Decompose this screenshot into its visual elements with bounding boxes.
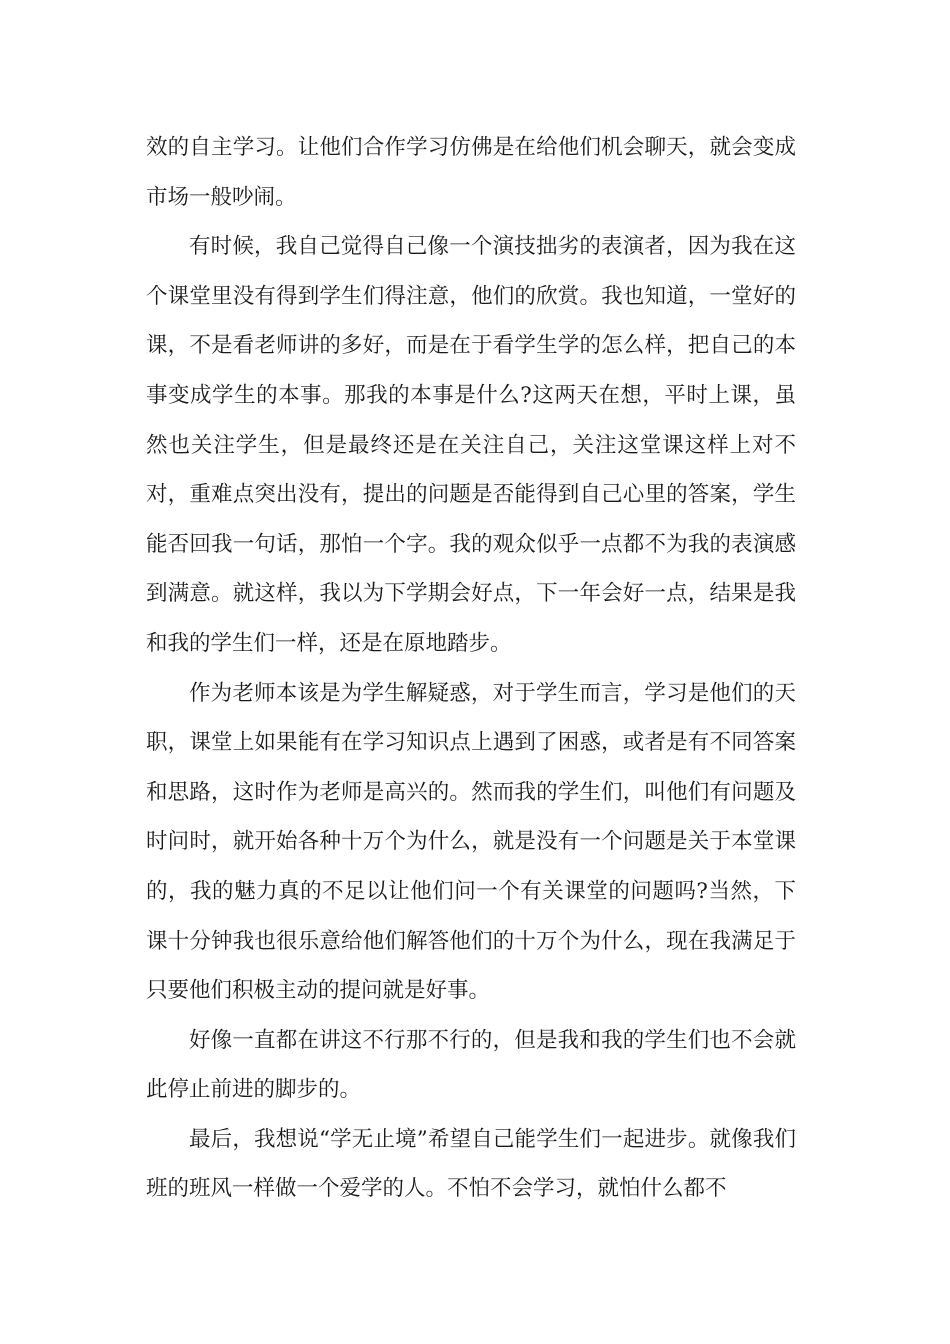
paragraph: 最后，我想说“学无止境”希望自己能学生们一起进步。就像我们班的班风一样做一个爱学的人。不怕不会学习，就怕什么都不 (146, 1126, 796, 1202)
paragraph: 好像一直都在讲这不行那不行的，但是我和我的学生们也不会就此停止前进的脚步的。 (146, 1027, 796, 1103)
paragraph: 作为老师本该是为学生解疑惑，对于学生而言，学习是他们的天职，课堂上如果能有在学习知识点上遇到了困惑，或者是有不同答案和思路，这时作为老师是高兴的。然而我的学生们，叫他们有问题及时问时，就开始各种十万个为什么，就是没有一个问题是关于本堂课的，我的魅力真的不足以让他们问一个有关课堂的问题吗?当然，下课十分钟我也很乐意给他们解答他们的十万个为什么，现在我满足于只要他们积极主动的提问就是好事。 (146, 680, 796, 1004)
document-body (146, 123, 796, 1214)
paragraph: 有时候，我自己觉得自己像一个演技拙劣的表演者，因为我在这个课堂里没有得到学生们得注意，他们的欣赏。我也知道，一堂好的课，不是看老师讲的多好，而是在于看学生学的怎么样，把自己的本事变成学生的本事。那我的本事是什么?这两天在想，平时上课，虽然也关注学生，但是最终还是在关注自己，关注这堂课这样上对不对，重难点突出没有，提出的问题是否能得到自己心里的答案，学生能否回我一句话，那怕一个字。我的观众似乎一点都不为我的表演感到满意。就这样，我以为下学期会好点，下一年会好一点，结果是我和我的学生们一样，还是在原地踏步。 (146, 234, 796, 656)
paragraph-continuation: 效的自主学习。让他们合作学习仿佛是在给他们机会聊天，就会变成市场一般吵闹。 (146, 135, 796, 210)
